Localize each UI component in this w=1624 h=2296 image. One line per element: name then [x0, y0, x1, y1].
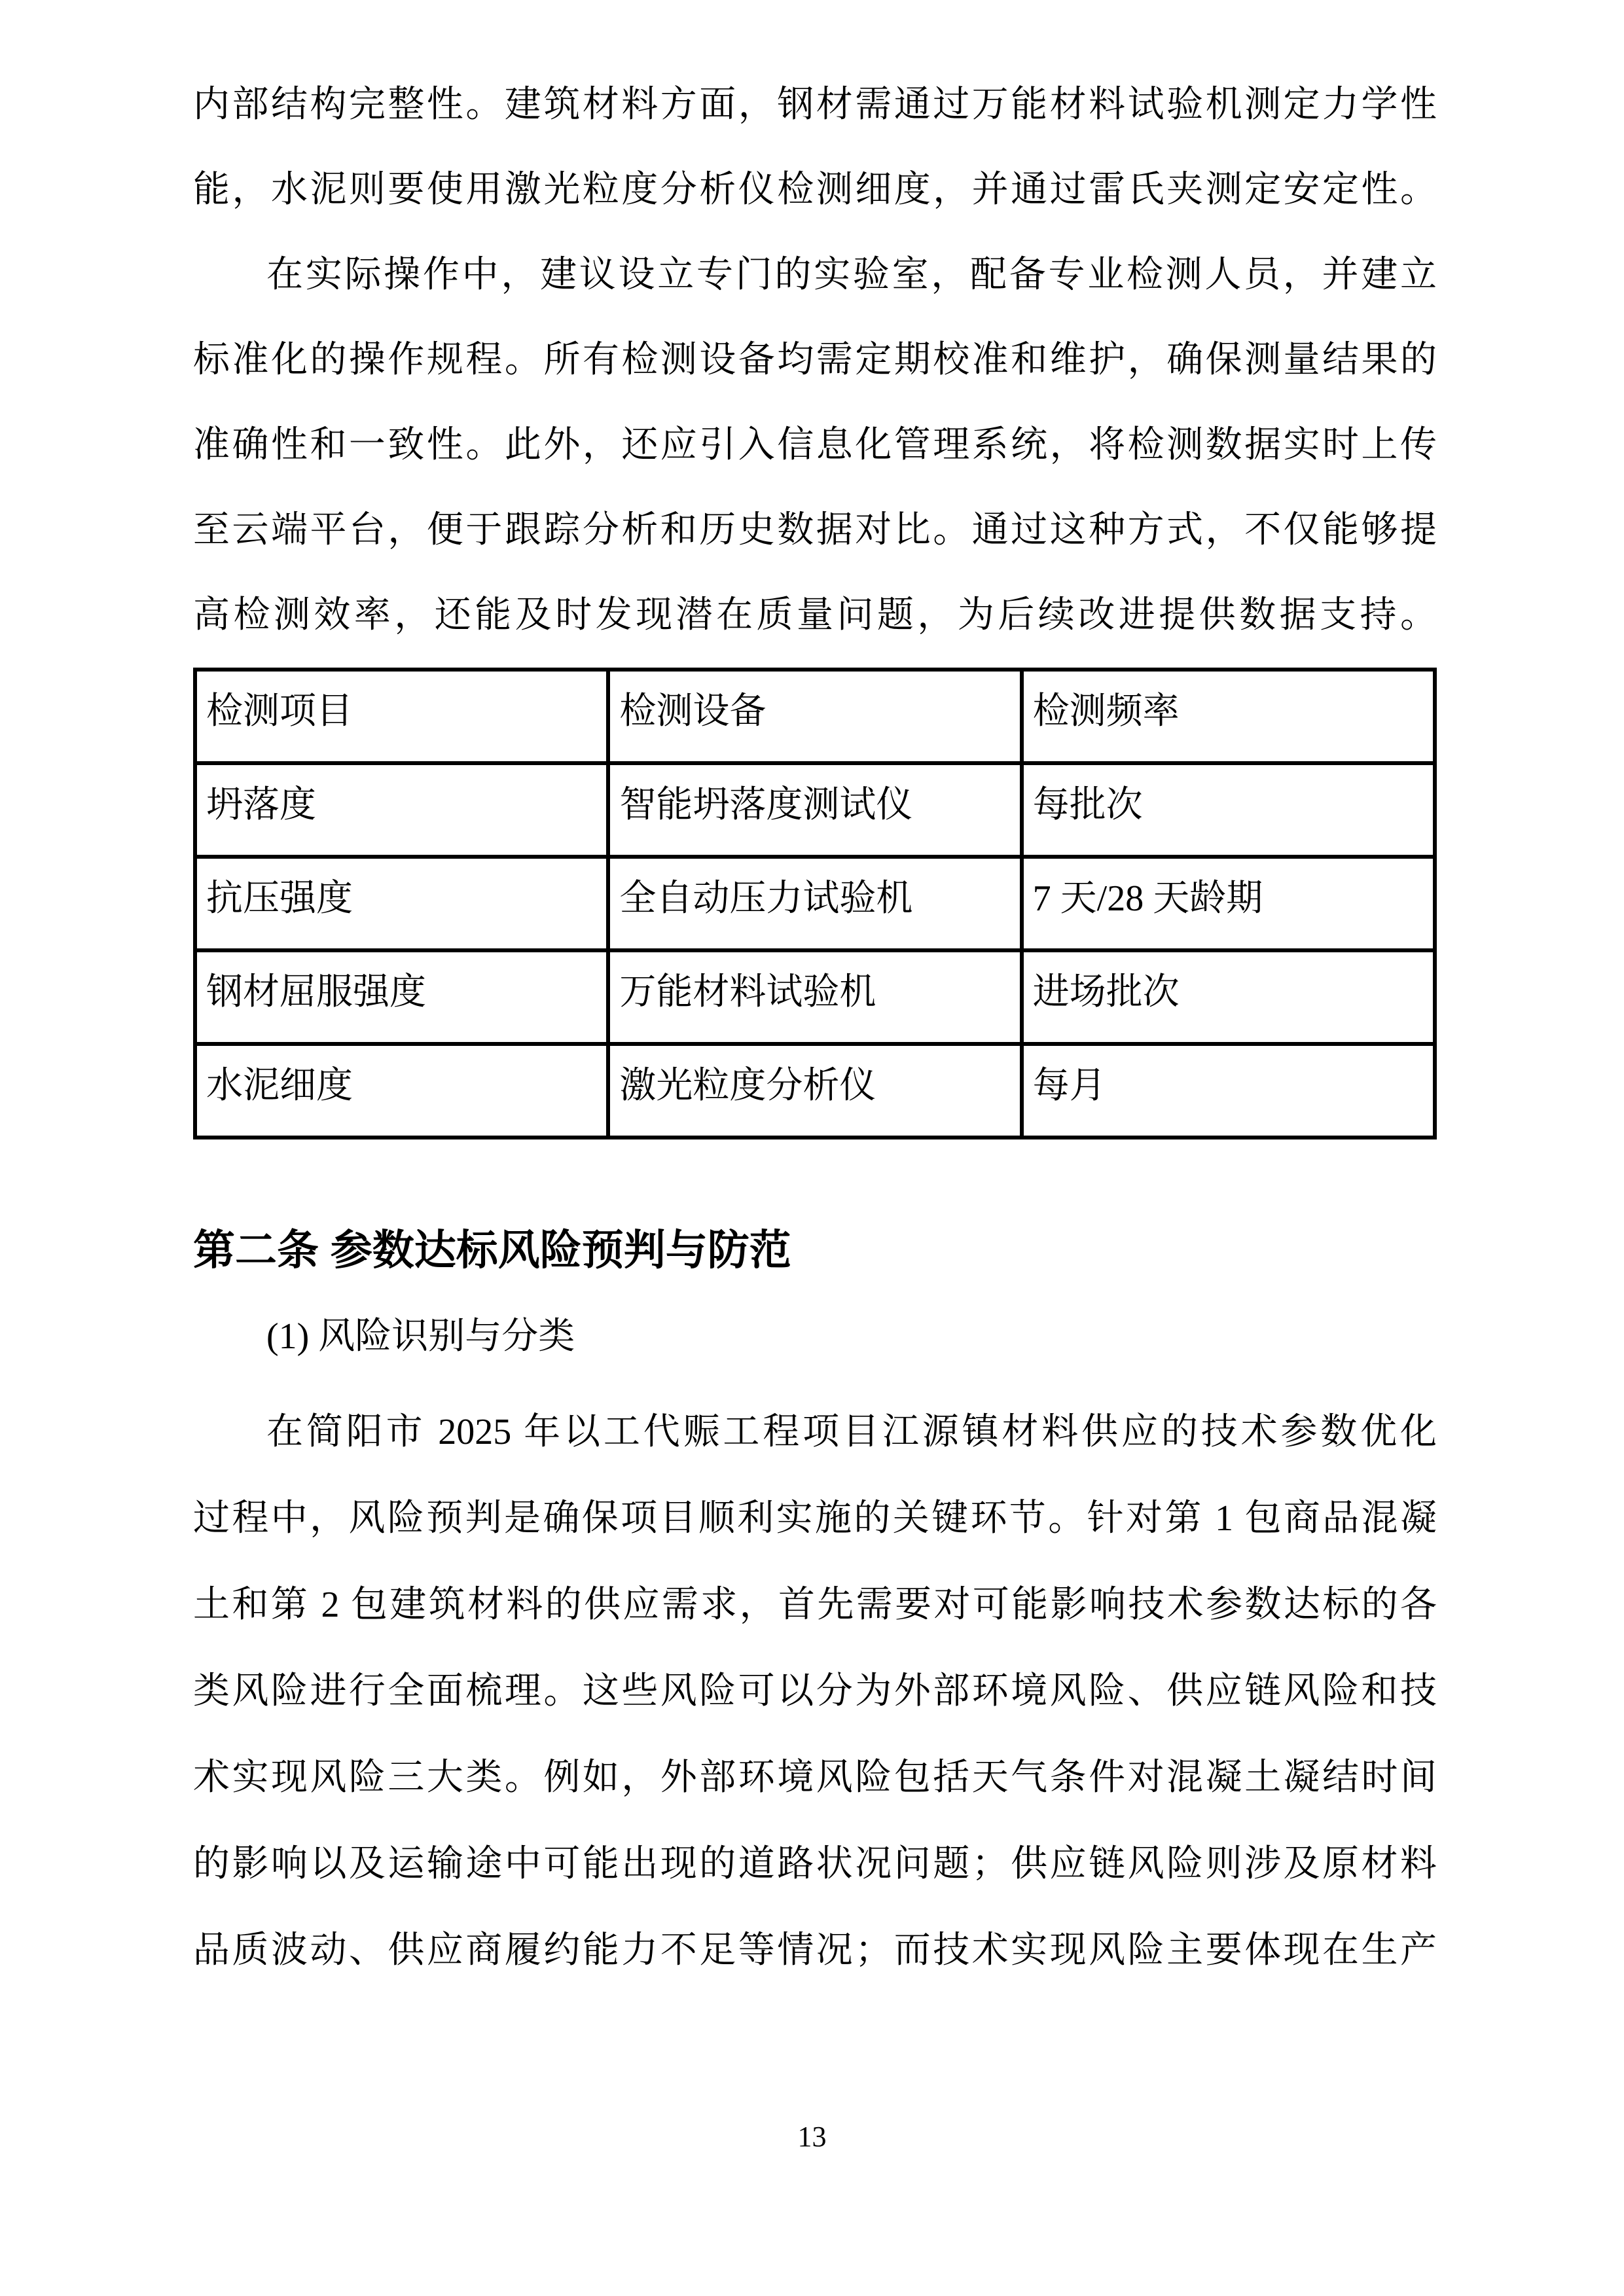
table-header-cell: 检测频率 [1022, 670, 1435, 763]
table-cell: 每批次 [1022, 763, 1435, 857]
text-line: 土和第 2 包建筑材料的供应需求，首先需要对可能影响技术参数达标的各 [193, 1585, 1437, 1625]
paragraph [193, 232, 1437, 658]
table-cell: 钢材屈服强度 [195, 950, 608, 1044]
table-row [195, 950, 1435, 1044]
text-line: 类风险进行全面梳理。这些风险可以分为外部环境风险、供应链风险和技 [193, 1671, 1437, 1712]
paragraph [193, 1389, 1437, 1994]
text-line: 准确性和一致性。此外，还应引入信息化管理系统，将检测数据实时上传 [193, 425, 1437, 465]
table-header-cell: 检测项目 [195, 670, 608, 763]
table-row [195, 763, 1435, 857]
text-line: 在实际操作中，建议设立专门的实验室，配备专业检测人员，并建立 [266, 255, 1437, 295]
table-cell: 7 天/28 天龄期 [1022, 857, 1435, 950]
table-cell: 全自动压力试验机 [608, 857, 1021, 950]
text-line: 术实现风险三大类。例如，外部环境风险包括天气条件对混凝土凝结时间 [193, 1757, 1437, 1798]
table-cell: 每月 [1022, 1044, 1435, 1138]
inspection-table [193, 668, 1437, 1139]
text-line: 过程中，风险预判是确保项目顺利实施的关键环节。针对第 1 包商品混凝 [193, 1498, 1437, 1539]
text-line: 能，水泥则要使用激光粒度分析仪检测细度，并通过雷氏夹测定安定性。 [193, 170, 1437, 210]
text-line: 至云端平台，便于跟踪分析和历史数据对比。通过这种方式，不仅能够提 [193, 510, 1437, 550]
subsection-heading: (1) 风险识别与分类 [266, 1316, 575, 1357]
page-number: 13 [797, 2121, 827, 2153]
text-line: 高检测效率，还能及时发现潜在质量问题，为后续改进提供数据支持。 [193, 595, 1437, 636]
table-cell: 坍落度 [195, 763, 608, 857]
paragraph-continuation [193, 62, 1437, 232]
table-cell: 激光粒度分析仪 [608, 1044, 1021, 1138]
table-cell: 智能坍落度测试仪 [608, 763, 1021, 857]
table-header-row [195, 670, 1435, 763]
table-cell: 万能材料试验机 [608, 950, 1021, 1044]
table-header-cell: 检测设备 [608, 670, 1021, 763]
section-heading: 第二条 参数达标风险预判与防范 [193, 1227, 791, 1274]
text-line: 在简阳市 2025 年以工代赈工程项目江源镇材料供应的技术参数优化 [266, 1412, 1437, 1452]
table-cell: 进场批次 [1022, 950, 1435, 1044]
table-cell: 抗压强度 [195, 857, 608, 950]
table-cell: 水泥细度 [195, 1044, 608, 1138]
text-line: 的影响以及运输途中可能出现的道路状况问题；供应链风险则涉及原材料 [193, 1844, 1437, 1884]
table-row [195, 857, 1435, 950]
text-line: 品质波动、供应商履约能力不足等情况；而技术实现风险主要体现在生产 [193, 1930, 1437, 1971]
table-row [195, 1044, 1435, 1138]
text-line: 标准化的操作规程。所有检测设备均需定期校准和维护，确保测量结果的 [193, 340, 1437, 380]
text-line: 内部结构完整性。建筑材料方面，钢材需通过万能材料试验机测定力学性 [193, 84, 1437, 125]
